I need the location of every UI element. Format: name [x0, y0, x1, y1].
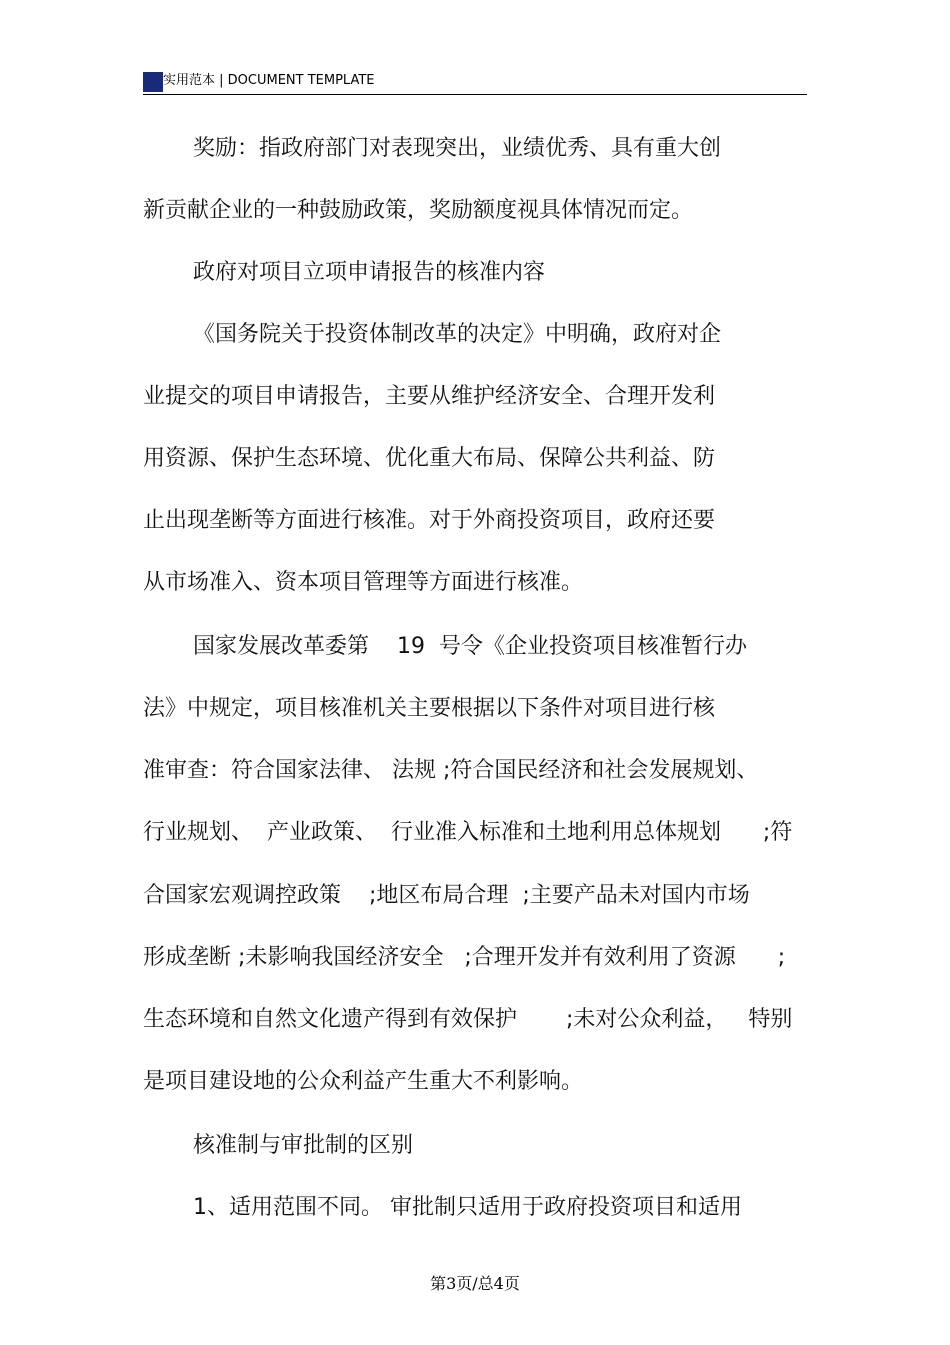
paragraph-line: 行业规划、 产业政策、 行业准入标准和土地利用总体规划 ;符	[143, 820, 793, 845]
paragraph-line: 1、适用范围不同。 审批制只适用于政府投资项目和适用	[193, 1195, 742, 1220]
document-header	[143, 68, 807, 95]
header-title: 实用范本 | DOCUMENT TEMPLATE	[163, 73, 375, 88]
paragraph-line: 合国家宏观调控政策 ;地区布局合理 ;主要产品未对国内市场	[143, 883, 750, 908]
paragraph-line: 止出现垄断等方面进行核准。对于外商投资项目，政府还要	[143, 508, 716, 533]
paragraph-line: 生态环境和自然文化遗产得到有效保护 ;未对公众利益， 特别	[143, 1007, 793, 1032]
paragraph-line: 是项目建设地的公众利益产生重大不利影响。	[143, 1069, 584, 1094]
paragraph-line: 奖励：指政府部门对表现突出，业绩优秀、具有重大创	[193, 136, 722, 161]
paragraph-line: 形成垄断 ;未影响我国经济安全 ;合理开发并有效利用了资源 ;	[143, 945, 786, 970]
paragraph-line: 准审查：符合国家法律、 法规 ;符合国民经济和社会发展规划、	[143, 758, 759, 783]
paragraph-line: 国家发展改革委第 19 号令《企业投资项目核准暂行办	[193, 634, 747, 659]
paragraph-line: 从市场准入、资本项目管理等方面进行核准。	[143, 570, 584, 595]
page-number: 第3页/总4页	[430, 1274, 520, 1293]
header-logo-square	[143, 72, 163, 92]
paragraph-line: 用资源、保护生态环境、优化重大布局、保障公共利益、防	[143, 446, 716, 471]
paragraph-line: 《国务院关于投资体制改革的决定》中明确，政府对企	[193, 322, 722, 347]
section-heading: 政府对项目立项申请报告的核准内容	[193, 260, 546, 285]
paragraph-line: 法》中规定，项目核准机关主要根据以下条件对项目进行核	[143, 696, 716, 721]
paragraph-line: 业提交的项目申请报告，主要从维护经济安全、合理开发利	[143, 384, 716, 409]
paragraph-line: 新贡献企业的一种鼓励政策，奖励额度视具体情况而定。	[143, 198, 694, 223]
section-heading: 核准制与审批制的区别	[193, 1133, 414, 1158]
